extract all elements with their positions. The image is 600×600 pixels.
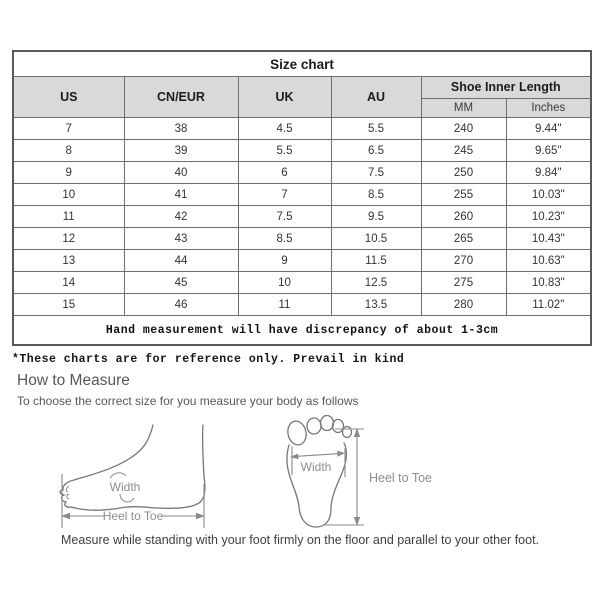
table-cell: 11.5 [331,250,421,272]
width-line [293,453,342,456]
foot-top-view-diagram [283,415,463,533]
table-cell: 8.5 [331,184,421,206]
table-cell: 4.5 [238,118,331,140]
table-cell: 11 [238,294,331,316]
table-cell: 46 [124,294,238,316]
table-cell: 10.63" [506,250,591,272]
table-cell: 9.65" [506,140,591,162]
width-arrowhead-right [337,451,345,457]
toe-3 [321,416,334,431]
reference-note: *These charts are for reference only. Prevail in kind [12,353,405,366]
table-cell: 10.43" [506,228,591,250]
foot-side-view-diagram [58,424,210,534]
table-cell: 280 [421,294,506,316]
table-cell: 44 [124,250,238,272]
table-cell: 40 [124,162,238,184]
col-header-uk: UK [238,77,331,118]
col-header-mm: MM [421,98,506,117]
top-view-heel-to-toe-label: Heel to Toe [369,471,433,485]
big-toe [286,419,309,446]
table-cell: 8 [13,140,124,162]
table-cell: 275 [421,272,506,294]
table-cell: 12 [13,228,124,250]
table-cell: 9.5 [331,206,421,228]
table-footnote-row [13,316,591,346]
table-cell: 250 [421,162,506,184]
table-cell: 7.5 [238,206,331,228]
toe-4 [333,420,344,433]
table-cell: 10.5 [331,228,421,250]
table-footnote: Hand measurement will have discrepancy of about 1-3cm [13,316,591,346]
table-row [13,162,591,184]
table-row [13,184,591,206]
table-cell: 10.83" [506,272,591,294]
table-row [13,250,591,272]
col-header-au: AU [331,77,421,118]
ankle-line [110,473,126,478]
table-cell: 270 [421,250,506,272]
toe-2 [307,418,321,434]
table-row [13,294,591,316]
table-cell: 9 [238,250,331,272]
table-cell: 9.44" [506,118,591,140]
table-cell: 13 [13,250,124,272]
table-row [13,272,591,294]
col-header-cneur: CN/EUR [124,77,238,118]
table-row [13,140,591,162]
table-cell: 10.03" [506,184,591,206]
width-arrowhead-left [290,454,299,460]
table-cell: 7 [13,118,124,140]
table-cell: 11.02" [506,294,591,316]
size-chart-table [12,50,592,346]
table-cell: 14 [13,272,124,294]
side-view-heel-to-toe-label: Heel to Toe [102,509,164,523]
table-body [13,118,591,316]
size-chart-table-wrap [12,50,590,346]
table-cell: 12.5 [331,272,421,294]
table-cell: 39 [124,140,238,162]
table-cell: 13.5 [331,294,421,316]
toe-crease-line [120,494,134,502]
table-cell: 7 [238,184,331,206]
table-cell: 10 [238,272,331,294]
table-cell: 245 [421,140,506,162]
table-cell: 255 [421,184,506,206]
toe-5 [343,427,352,438]
table-cell: 15 [13,294,124,316]
table-cell: 45 [124,272,238,294]
table-cell: 38 [124,118,238,140]
table-cell: 240 [421,118,506,140]
how-to-measure-subtitle: To choose the correct size for you measure your body as follows [17,394,359,408]
col-header-inner-length: Shoe Inner Length [421,77,591,99]
table-cell: 5.5 [238,140,331,162]
table-title-row [13,51,591,77]
table-cell: 42 [124,206,238,228]
table-cell: 11 [13,206,124,228]
table-cell: 10 [13,184,124,206]
table-title: Size chart [13,51,591,77]
col-header-inches: Inches [506,98,591,117]
table-row [13,118,591,140]
foot-outline [60,425,205,510]
table-cell: 9.84" [506,162,591,184]
table-cell: 265 [421,228,506,250]
table-row [13,228,591,250]
table-cell: 7.5 [331,162,421,184]
table-cell: 6.5 [331,140,421,162]
table-cell: 260 [421,206,506,228]
table-cell: 43 [124,228,238,250]
toe-detail-lines [66,486,69,499]
table-row [13,206,591,228]
table-cell: 41 [124,184,238,206]
col-header-us: US [13,77,124,118]
side-view-width-label: Width [109,480,141,494]
table-cell: 9 [13,162,124,184]
table-header-row [13,77,591,99]
table-cell: 8.5 [238,228,331,250]
how-to-measure-title: How to Measure [17,372,130,389]
measure-caption: Measure while standing with your foot firmly on the floor and parallel to your other foot. [60,533,540,547]
table-cell: 5.5 [331,118,421,140]
top-view-width-label: Width [300,460,332,474]
table-cell: 10.23" [506,206,591,228]
table-cell: 6 [238,162,331,184]
